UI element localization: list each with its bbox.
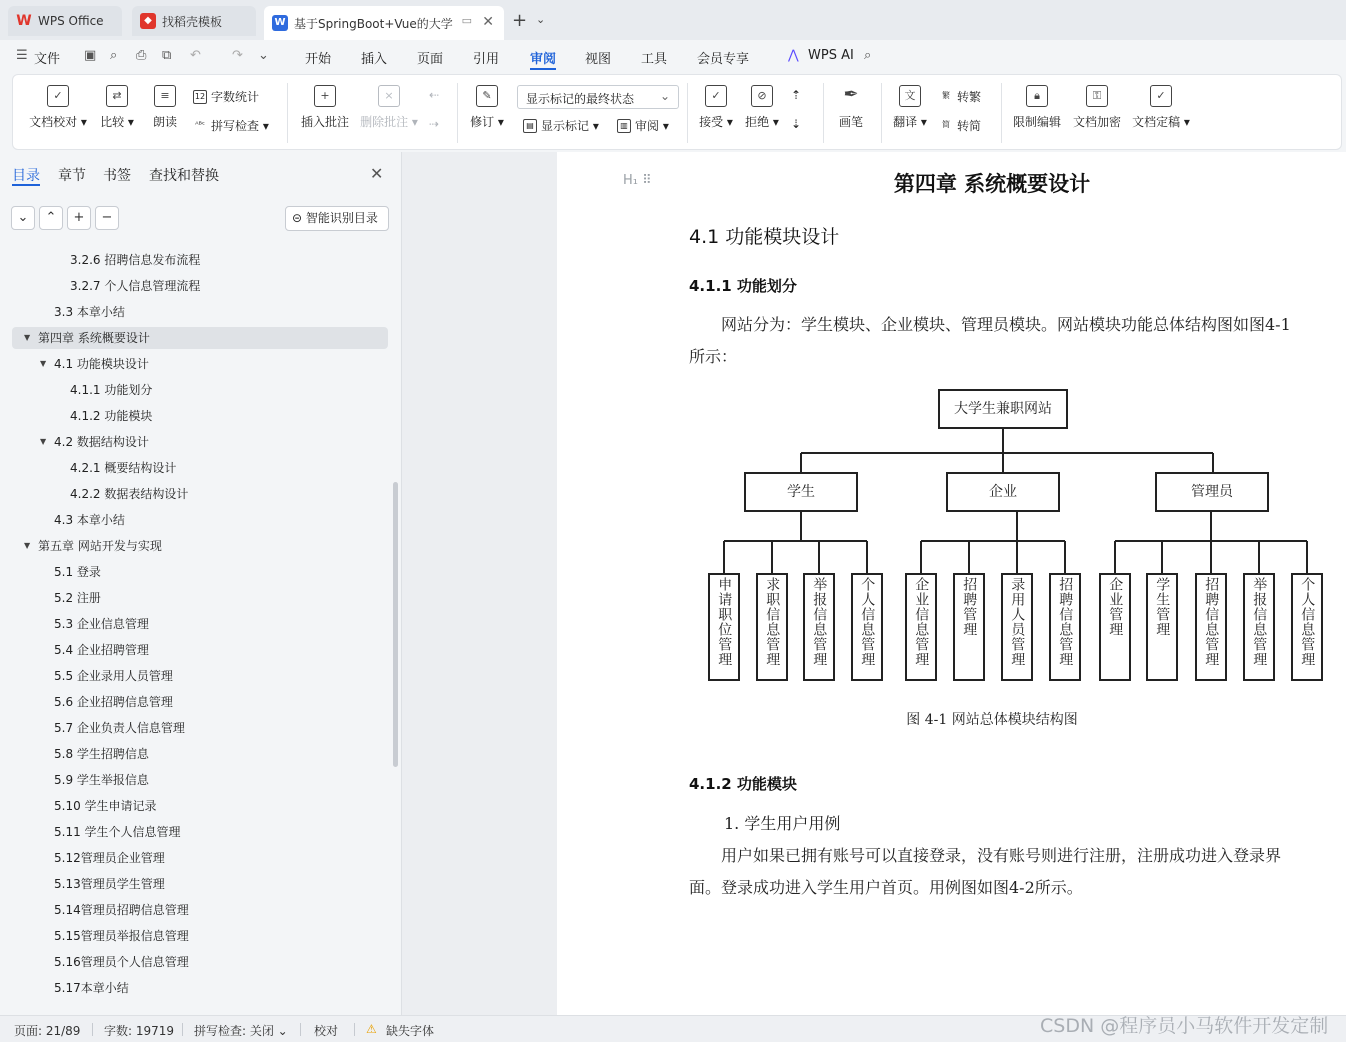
tab-document[interactable] [264, 6, 504, 40]
to-simplified-button[interactable]: 简 转简 [939, 117, 981, 134]
doc-check-button[interactable]: ✓ 文档校对 ▾ [27, 85, 89, 130]
heading-handle-icon[interactable]: H₁ ⠿ [623, 173, 652, 188]
toc-item-label: 5.8 学生招聘信息 [54, 747, 149, 761]
toc-item[interactable] [12, 483, 388, 505]
toc-item-label: 3.2.7 个人信息管理流程 [70, 279, 201, 293]
status-separator [354, 1023, 355, 1036]
toc-item-label: 5.16管理员个人信息管理 [54, 955, 189, 969]
menu-tools[interactable]: 工具 [641, 52, 668, 67]
undo-icon[interactable]: ↶ [190, 48, 201, 63]
word-count-icon: 12 [193, 90, 207, 104]
chart-leaf-node: 录用人员管理 [1001, 573, 1033, 681]
next-change-icon[interactable]: ⇣ [791, 117, 802, 131]
spell-check-icon: ᴬᴮᶜ [195, 119, 205, 129]
menu-member[interactable]: 会员专享 [697, 52, 750, 67]
word-count-indicator[interactable]: 字数: 19719 [104, 1024, 175, 1038]
toc-item[interactable] [12, 717, 388, 739]
toc-item-label: 5.1 登录 [54, 565, 101, 579]
toc-item[interactable] [12, 951, 388, 973]
toc-list [0, 232, 392, 1010]
revise-icon: ✎ [476, 85, 498, 107]
menu-insert[interactable]: 插入 [361, 52, 388, 67]
toc-item-label: 5.4 企业招聘管理 [54, 643, 149, 657]
revise-button[interactable]: ✎ 修订 ▾ [467, 85, 507, 130]
toc-item[interactable] [12, 665, 388, 687]
menu-icon[interactable]: ☰ [16, 48, 28, 63]
chevron-down-icon[interactable]: ⌄ [536, 13, 546, 26]
toc-item-label: 4.3 本章小结 [54, 513, 125, 527]
simplified-icon: 简 [942, 119, 950, 129]
paragraph-module-division: 网站分为：学生模块、企业模块、管理员模块。网站模块功能总体结构图如图4-1所示： [689, 315, 1291, 366]
spell-check-status[interactable]: 拼写检查: 关闭 ⌄ [194, 1024, 288, 1038]
toc-item[interactable] [12, 353, 388, 375]
delete-comment-icon: × [378, 85, 400, 107]
toc-item[interactable] [12, 509, 388, 531]
toc-item-label: 4.2.1 概要结构设计 [70, 461, 177, 475]
toc-item-label: 5.15管理员举报信息管理 [54, 929, 189, 943]
review-pane-button[interactable]: ▥ 审阅 ▾ [617, 117, 669, 134]
toc-item[interactable] [12, 249, 388, 271]
toc-item-label: 5.6 企业招聘信息管理 [54, 695, 173, 709]
word-count-button[interactable]: 12 字数统计 [194, 90, 260, 104]
toc-item-label: 5.5 企业录用人员管理 [54, 669, 173, 683]
chart-leaf-node: 企业信息管理 [905, 573, 937, 681]
nav-scrollbar[interactable] [393, 482, 398, 767]
share-icon[interactable]: ⌕ [110, 48, 118, 63]
watermark: CSDN @程序员小马软件开发定制 [1040, 1015, 1329, 1037]
chart-leaf-node: 求职信息管理 [756, 573, 788, 681]
ribbon-separator [457, 83, 458, 143]
toc-item[interactable] [12, 379, 388, 401]
chart-leaf-node: 举报信息管理 [1243, 573, 1275, 681]
show-markup-button[interactable]: ▤ 显示标记 ▾ [523, 117, 599, 134]
paragraph-student-use-case: 用户如果已拥有账号可以直接登录，没有账号则进行注册，注册成功进入登录界面。登录成功进入学生用户首页。用例图如图4-2所示。 [689, 846, 1282, 897]
nav-tab-toc[interactable]: 目录 [12, 168, 40, 184]
menu-page[interactable]: 页面 [417, 52, 444, 67]
menu-bar [0, 40, 1346, 72]
save-icon[interactable]: ▣ [84, 48, 97, 63]
toc-item[interactable] [12, 743, 388, 765]
toc-item[interactable] [12, 795, 388, 817]
toc-item-label: 5.7 企业负责人信息管理 [54, 721, 185, 735]
read-aloud-icon: ≡ [154, 85, 176, 107]
toc-item-label: 5.17本章小结 [54, 981, 129, 995]
demote-heading-button[interactable]: − [95, 206, 119, 230]
ribbon-separator [287, 83, 288, 143]
title-bar [0, 0, 1346, 40]
chart-leaf-node: 企业管理 [1099, 573, 1131, 681]
toc-item-label: 4.2.2 数据表结构设计 [70, 487, 189, 501]
close-icon[interactable]: ✕ [370, 164, 384, 183]
new-tab-icon[interactable]: + [512, 10, 528, 31]
compare-button[interactable]: ⇄ 比较 ▾ [97, 85, 137, 130]
chart-leaf-node: 个人信息管理 [1291, 573, 1323, 681]
toc-item[interactable] [12, 821, 388, 843]
toc-item[interactable] [12, 561, 388, 583]
monitor-icon: ▭ [461, 14, 472, 27]
toc-item[interactable] [12, 613, 388, 635]
menu-references[interactable]: 引用 [473, 52, 500, 67]
ribbon-separator [1001, 83, 1002, 143]
encrypt-button[interactable]: ⚿ 文档加密 [1069, 85, 1125, 130]
customize-quick-access-icon[interactable]: ⌄ [258, 48, 269, 63]
toc-item[interactable] [12, 327, 388, 349]
lock-doc-icon: 🔒︎ [1026, 85, 1048, 107]
smart-toc-button[interactable]: ⊝ 智能识别目录 [285, 206, 389, 231]
toc-item[interactable] [12, 587, 388, 609]
pen-icon: ✒ [843, 84, 859, 105]
ribbon-separator [881, 83, 882, 143]
restrict-edit-button[interactable]: 🔒︎ 限制编辑 [1009, 85, 1065, 130]
prev-comment-icon[interactable]: ⇠ [429, 88, 440, 102]
next-comment-icon[interactable]: ⇢ [429, 117, 440, 131]
collapse-all-button[interactable]: ⌃ [39, 206, 63, 230]
nav-tab-find-replace[interactable]: 查找和替换 [149, 168, 219, 184]
toc-item-label: 5.2 注册 [54, 591, 101, 605]
expand-arrow-icon[interactable]: ▼ [40, 437, 47, 446]
docer-icon: ◆ [140, 13, 156, 29]
tab-wps-office[interactable] [8, 6, 122, 36]
translate-icon: 文 [899, 85, 921, 107]
delete-comment-button[interactable]: × 删除批注 ▾ [357, 85, 421, 130]
menu-file[interactable]: 文件 [34, 52, 61, 67]
toc-item-label: 5.13管理员学生管理 [54, 877, 165, 891]
show-markup-icon: ▤ [523, 119, 537, 133]
markup-state-select[interactable]: 显示标记的最终状态 ⌄ [517, 85, 679, 109]
promote-heading-button[interactable]: + [67, 206, 91, 230]
expand-arrow-icon[interactable]: ▼ [24, 333, 31, 342]
nav-tab-sections[interactable]: 章节 [58, 168, 86, 184]
translate-button[interactable]: 文 翻译 ▾ [889, 85, 931, 130]
toc-item[interactable] [12, 691, 388, 713]
search-icon[interactable]: ⌕ [864, 48, 872, 63]
chart-leaf-node: 个人信息管理 [851, 573, 883, 681]
redo-icon[interactable]: ↷ [232, 48, 243, 63]
proofread-status[interactable]: 校对 [314, 1024, 339, 1038]
ribbon-separator [823, 83, 824, 143]
chevron-down-icon: ⌄ [659, 89, 670, 103]
toc-item[interactable] [12, 535, 388, 557]
active-tab-indicator [12, 184, 40, 186]
chart-leaf-node: 招聘信息管理 [1195, 573, 1227, 681]
close-icon[interactable]: ✕ [482, 14, 494, 30]
chart-leaf-node: 招聘管理 [953, 573, 985, 681]
toc-item-label: 4.1 功能模块设计 [54, 357, 149, 371]
review-ribbon [12, 74, 1342, 150]
doc-check-icon: ✓ [47, 85, 69, 107]
chart-group-company: 企业 [946, 472, 1060, 512]
to-traditional-button[interactable]: 繁 转繁 [939, 88, 981, 105]
toc-item[interactable] [12, 639, 388, 661]
chart-leaf-node: 招聘信息管理 [1049, 573, 1081, 681]
active-menu-indicator [530, 68, 556, 70]
toc-item-label: 3.2.6 招聘信息发布流程 [70, 253, 201, 267]
expand-arrow-icon[interactable]: ▼ [24, 541, 31, 550]
accept-button[interactable]: ✓ 接受 ▾ [697, 85, 735, 130]
ribbon-separator [687, 83, 688, 143]
read-aloud-button[interactable]: ≡ 朗读 [147, 85, 183, 130]
toc-item[interactable] [12, 873, 388, 895]
toc-item-label: 第五章 网站开发与实现 [38, 539, 162, 553]
insert-comment-button[interactable]: + 插入批注 [297, 85, 353, 130]
smart-toc-icon: ⊝ [292, 211, 303, 225]
page-indicator[interactable]: 页面: 21/89 [14, 1024, 81, 1038]
menu-review[interactable]: 审阅 [530, 52, 557, 67]
toc-item[interactable] [12, 457, 388, 479]
module-structure-chart [700, 385, 1330, 690]
chapter-title: 第四章 系统概要设计 [893, 172, 1091, 196]
writer-doc-icon: W [272, 15, 288, 31]
toc-item[interactable] [12, 977, 388, 999]
traditional-icon: 繁 [942, 90, 950, 100]
toc-item-label: 3.3 本章小结 [54, 305, 125, 319]
prev-change-icon[interactable]: ⇡ [791, 88, 802, 102]
toc-item[interactable] [12, 431, 388, 453]
navigation-pane [0, 152, 402, 1015]
toc-item-label: 4.1.1 功能划分 [70, 383, 153, 397]
warning-icon: ⚠ [366, 1022, 377, 1036]
tab-label: 找稻壳模板 [162, 14, 223, 29]
toc-item-label: 5.3 企业信息管理 [54, 617, 149, 631]
menu-home[interactable]: 开始 [305, 52, 332, 67]
finalize-button[interactable]: ✓ 文档定稿 ▾ [1129, 85, 1193, 130]
reject-icon: ⊘ [751, 85, 773, 107]
insert-comment-icon: + [314, 85, 336, 107]
heading-4-1-2: 4.1.2 功能模块 [689, 775, 797, 793]
toc-item-label: 4.1.2 功能模块 [70, 409, 153, 423]
pen-button[interactable]: ✒ 画笔 [838, 84, 863, 129]
review-pane-icon: ▥ [617, 119, 631, 133]
chart-leaf-node: 举报信息管理 [803, 573, 835, 681]
wps-logo-icon: W [16, 13, 32, 29]
toc-item[interactable] [12, 769, 388, 791]
print-icon[interactable]: ⎙ [136, 48, 147, 63]
figure-caption: 图 4-1 网站总体模块结构图 [906, 712, 1078, 728]
chart-group-admin: 管理员 [1155, 472, 1269, 512]
menu-view[interactable]: 视图 [585, 52, 612, 67]
chart-group-student: 学生 [744, 472, 858, 512]
toc-item-label: 5.10 学生申请记录 [54, 799, 157, 813]
tab-template[interactable] [132, 6, 256, 36]
accept-icon: ✓ [705, 85, 727, 107]
encrypt-doc-icon: ⚿ [1086, 85, 1108, 107]
chart-leaf-node: 申请职位管理 [708, 573, 740, 681]
reject-button[interactable]: ⊘ 拒绝 ▾ [743, 85, 781, 130]
expand-arrow-icon[interactable]: ▼ [40, 359, 47, 368]
toc-item[interactable] [12, 925, 388, 947]
missing-font-status[interactable]: 缺失字体 [386, 1024, 435, 1038]
chart-root-node: 大学生兼职网站 [938, 389, 1068, 429]
toc-item-label: 5.12管理员企业管理 [54, 851, 165, 865]
toc-item-label: 第四章 系统概要设计 [38, 331, 150, 345]
spell-check-button[interactable]: ᴬᴮᶜ 拼写检查 ▾ [193, 117, 269, 134]
toc-item[interactable] [12, 847, 388, 869]
tab-label: 基于SpringBoot+Vue的大学 [294, 16, 453, 31]
nav-tab-bookmarks[interactable]: 书签 [103, 168, 131, 184]
toc-item[interactable] [12, 275, 388, 297]
tab-label: WPS Office [38, 14, 104, 28]
toc-item-label: 5.14管理员招聘信息管理 [54, 903, 189, 917]
expand-all-button[interactable]: ⌄ [11, 206, 35, 230]
toc-item[interactable] [12, 899, 388, 921]
toc-item-label: 5.11 学生个人信息管理 [54, 825, 181, 839]
status-separator [92, 1023, 93, 1036]
wps-ai-icon: ⋀ [788, 48, 799, 63]
toc-item[interactable] [12, 405, 388, 427]
toc-item-label: 5.9 学生举报信息 [54, 773, 149, 787]
compare-icon: ⇄ [106, 85, 128, 107]
status-separator [182, 1023, 183, 1036]
toc-item[interactable] [12, 301, 388, 323]
status-separator [300, 1023, 301, 1036]
heading-4-1: 4.1 功能模块设计 [689, 226, 840, 248]
print-preview-icon[interactable]: ⧉ [162, 48, 172, 63]
finalize-doc-icon: ✓ [1150, 85, 1172, 107]
list-item: 1. 学生用户用例 [724, 814, 841, 833]
menu-wps-ai[interactable]: WPS AI [808, 48, 854, 63]
toc-item-label: 4.2 数据结构设计 [54, 435, 149, 449]
chart-leaf-node: 学生管理 [1146, 573, 1178, 681]
heading-4-1-1: 4.1.1 功能划分 [689, 277, 797, 295]
